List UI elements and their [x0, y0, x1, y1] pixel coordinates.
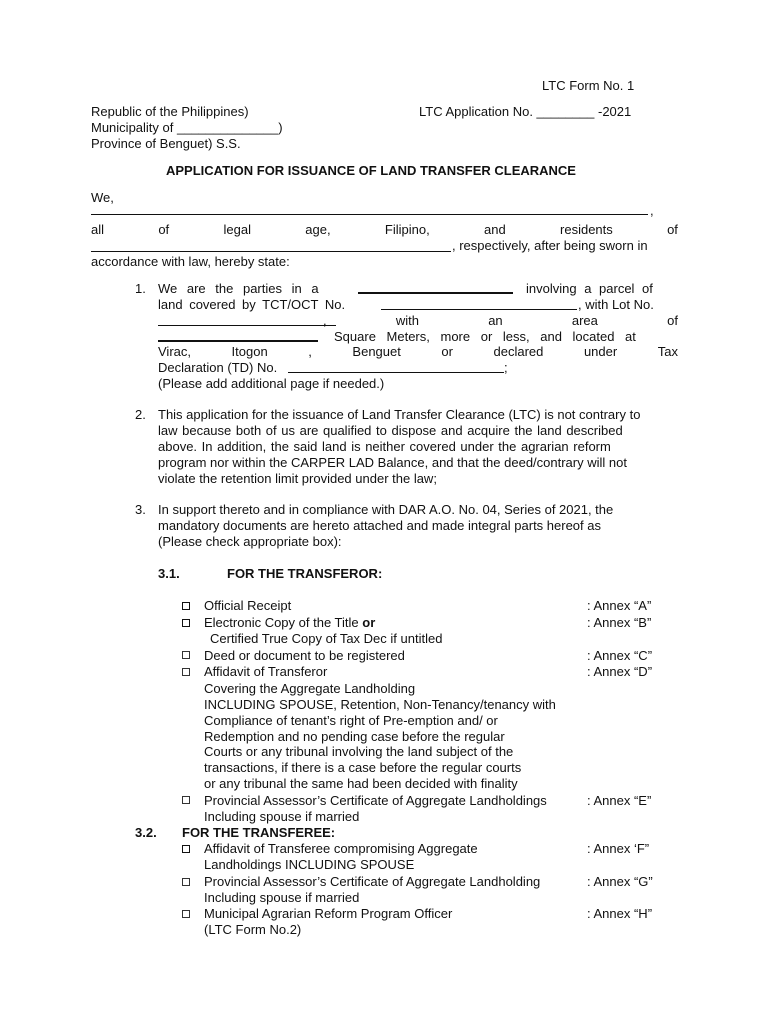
item-2-line: above. In addition, the said land is neither covered under the agrarian reform [158, 439, 611, 454]
names-blank-line[interactable] [91, 214, 648, 215]
checkbox-affidavit-transferor[interactable] [182, 668, 190, 676]
section-3-1-number: 3.1. [158, 566, 180, 581]
assessor-transferee-label: Provincial Assessor’s Certificate of Aggregate Landholding [204, 874, 541, 889]
annex-e: : Annex “E” [587, 793, 652, 808]
checkbox-marpo[interactable] [182, 910, 190, 918]
item-3-line: mandatory documents are hereto attached and made integral parts hereof as [158, 518, 601, 533]
intro-word: of [158, 222, 170, 237]
item-1-line-6a: Declaration (TD) No. [158, 360, 278, 375]
checkbox-affidavit-transferee[interactable] [182, 845, 190, 853]
annex-g: : Annex “G” [587, 874, 653, 889]
section-3-2-title: FOR THE TRANSFEREE: [182, 825, 336, 840]
affidavit-transferee-label: Affidavit of Transferee compromising Aggregate [204, 841, 478, 856]
item-1-word: , [323, 313, 327, 328]
affidavit-detail-line: Redemption and no pending case before the regular [204, 729, 505, 744]
item-1-word: with [395, 313, 419, 328]
electronic-copy-label [204, 615, 375, 630]
republic-line: Republic of the Philippines) [91, 104, 249, 119]
item-1-number: 1. [135, 281, 146, 296]
item-1-word: area [571, 313, 598, 328]
residence-blank-line[interactable] [91, 251, 451, 252]
annex-d: : Annex “D” [587, 664, 653, 679]
official-receipt-label: Official Receipt [204, 598, 292, 613]
annex-b: : Annex “B” [587, 615, 652, 630]
item-1-word: Tax [657, 344, 678, 359]
affidavit-detail-line: Covering the Aggregate Landholding [204, 681, 416, 696]
transaction-type-blank[interactable] [358, 292, 513, 294]
annex-f: : Annex ‘F” [587, 841, 650, 856]
item-1-word: declared [493, 344, 544, 359]
item-3-line: In support thereto and in compliance with DAR A.O. No. 04, Series of 2021, the [158, 502, 614, 517]
deed-label: Deed or document to be registered [204, 648, 405, 663]
item-1-line-5 [158, 344, 678, 359]
affidavit-detail-line: Courts or any tribunal involving the land subject of the [204, 744, 514, 759]
form-number: LTC Form No. 1 [542, 78, 635, 93]
item-2-line: violate the retention limit provided under the law; [158, 471, 437, 486]
item-1-word: or [441, 344, 453, 359]
affidavit-detail-line: or any tribunal the same had been decided with finality [204, 776, 518, 791]
assessor-transferor-sub: Including spouse if married [204, 809, 360, 824]
affidavit-detail-line: transactions, if there is a case before the regular courts [204, 760, 522, 775]
intro-line-4: accordance with law, hereby state: [91, 254, 290, 269]
electronic-copy-or: or [362, 615, 376, 630]
annex-a: : Annex “A” [587, 598, 652, 613]
checkbox-assessor-transferee[interactable] [182, 878, 190, 886]
intro-we: We, [91, 190, 114, 205]
item-2-line: law because both of us are qualified to dispose and acquire the land described [158, 423, 623, 438]
lot-number-blank[interactable] [158, 325, 336, 326]
item-3-number: 3. [135, 502, 146, 517]
electronic-copy-text: Electronic Copy of the Title [204, 615, 359, 630]
item-1-line-7: (Please add additional page if needed.) [158, 376, 385, 391]
tax-declaration-blank[interactable] [288, 372, 504, 373]
affidavit-detail-line: Compliance of tenant’s right of Pre-emption and/ or [204, 713, 498, 728]
intro-word: residents [560, 222, 613, 237]
intro-word: legal [223, 222, 251, 237]
item-1-word: Itogon [231, 344, 268, 359]
item-2-number: 2. [135, 407, 146, 422]
item-1-word: an [488, 313, 503, 328]
item-2-line: This application for the issuance of Land Transfer Clearance (LTC) is not contrary to [158, 407, 641, 422]
item-1-line-3 [323, 313, 678, 328]
item-1-line-6b: ; [504, 360, 508, 375]
item-1-word: , [308, 344, 312, 359]
section-3-2-number: 3.2. [135, 825, 157, 840]
item-1-line-1a: We are the parties in a [158, 281, 319, 296]
item-1-line-2a: land covered by TCT/OCT No. [158, 297, 346, 312]
affidavit-transferor-label: Affidavit of Transferor [204, 664, 328, 679]
assessor-transferee-sub: Including spouse if married [204, 890, 360, 905]
item-1-word: under [583, 344, 618, 359]
checkbox-official-receipt[interactable] [182, 602, 190, 610]
tct-number-blank[interactable] [381, 309, 577, 310]
names-comma: , [650, 203, 654, 218]
item-2-line: program nor within the CARPER LAD Balance, and that the deed/contrary will not [158, 455, 627, 470]
item-1-line-2b: , with Lot No. [578, 297, 654, 312]
assessor-transferor-label: Provincial Assessor’s Certificate of Aggregate Landholdings [204, 793, 547, 808]
marpo-sub: (LTC Form No.2) [204, 922, 302, 937]
item-1-word: of [667, 313, 678, 328]
municipality-line: Municipality of ______________) [91, 120, 283, 135]
province-line: Province of Benguet) S.S. [91, 136, 241, 151]
intro-word: of [667, 222, 678, 237]
intro-line-2 [91, 222, 678, 237]
document-title: APPLICATION FOR ISSUANCE OF LAND TRANSFER CLEARANCE [166, 163, 576, 178]
item-1-line-1b: involving a parcel of [526, 281, 653, 296]
intro-line-3-end: , respectively, after being sworn in [452, 238, 648, 253]
intro-word: age, [305, 222, 331, 237]
checkbox-assessor-transferor[interactable] [182, 796, 190, 804]
area-blank[interactable] [158, 340, 318, 342]
application-number: LTC Application No. ________ -2021 [419, 104, 632, 119]
marpo-label: Municipal Agrarian Reform Program Officer [204, 906, 453, 921]
intro-word: all [91, 222, 105, 237]
affidavit-detail-line: INCLUDING SPOUSE, Retention, Non-Tenancy/tenancy with [204, 697, 556, 712]
intro-word: and [484, 222, 506, 237]
checkbox-electronic-copy[interactable] [182, 619, 190, 627]
annex-c: : Annex “C” [587, 648, 653, 663]
affidavit-transferee-sub: Landholdings INCLUDING SPOUSE [204, 857, 415, 872]
intro-word: Filipino, [384, 222, 430, 237]
item-1-line-4: Square Meters, more or less, and located at [334, 329, 636, 344]
section-3-1-title: FOR THE TRANSFEROR: [227, 566, 383, 581]
item-3-line: (Please check appropriate box): [158, 534, 342, 549]
checkbox-deed[interactable] [182, 651, 190, 659]
item-1-word: Virac, [158, 344, 191, 359]
annex-h: : Annex “H” [587, 906, 653, 921]
item-1-word: Benguet [352, 344, 401, 359]
electronic-copy-sub: Certified True Copy of Tax Dec if untitled [210, 631, 443, 646]
